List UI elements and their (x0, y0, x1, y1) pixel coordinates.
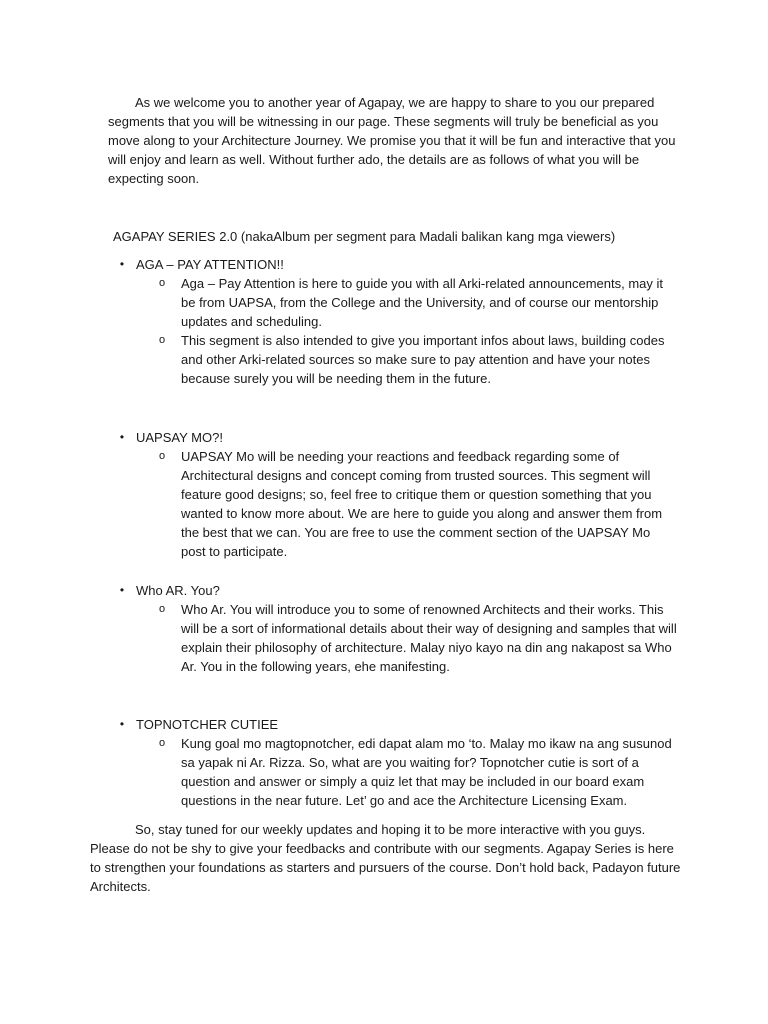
sub-bullet-icon: o (158, 737, 166, 749)
bullet-icon: • (119, 717, 125, 731)
list-item (0, 274, 768, 331)
segment-sub-list (0, 274, 768, 388)
closing-paragraph: So, stay tuned for our weekly updates and hoping it to be more interactive with you guys. Please do not be shy to give your feedbacks and contribute with our segments. Agapay Series is here to strengthen your foundations as starters and pursuers of the course. Don’t hold back, Padayon future Architects. (90, 822, 681, 894)
sub-bullet-icon: o (158, 450, 166, 462)
segment-title: UAPSAY MO?! (136, 430, 223, 445)
series-title: AGAPAY SERIES 2.0 (nakaAlbum per segment para Madali balikan kang mga viewers) (113, 229, 616, 244)
sub-bullet-icon: o (158, 334, 166, 346)
bullet-icon: • (119, 257, 125, 271)
list-item-text: UAPSAY Mo will be needing your reactions and feedback regarding some of Architectural designs and concept coming from trusted sources. This segment will feature good designs; so, feel free to critique them or question something that you wanted to know more about. We are here to guide you along and answer them from the best that we can. You are free to use the comment section of the UAPSAY Mo post to participate. (181, 449, 663, 559)
bullet-icon: • (119, 430, 125, 444)
sub-bullet-icon: o (158, 277, 166, 289)
segment-title: Who AR. You? (136, 583, 220, 598)
list-item (0, 600, 768, 676)
bullet-icon: • (119, 583, 125, 597)
list-item-text: Who Ar. You will introduce you to some of renowned Architects and their works. This will be a sort of informational details about their way of designing and samples that will explain their philosophy of architecture. Malay niyo kayo na din ang nakapost sa Who Ar. You in the following years, ehe manifesting. (181, 602, 677, 674)
list-item-text: This segment is also intended to give you important infos about laws, building codes and other Arki-related sources so make sure to pay attention and have your notes because surely you will be needing them in the future. (181, 333, 665, 386)
list-item-text: Aga – Pay Attention is here to guide you with all Arki-related announcements, may it be from UAPSA, from the College and the University, and of course our mentorship updates and scheduling. (181, 276, 663, 329)
segment-title: AGA – PAY ATTENTION!! (136, 257, 284, 272)
list-item (0, 734, 768, 810)
segment-sub-list (0, 600, 768, 676)
list-item (0, 331, 768, 388)
intro-paragraph: As we welcome you to another year of Agapay, we are happy to share to you our prepared segments that you will be witnessing in our page. These segments will truly be beneficial as you move along to your Architecture Journey. We promise you that it will be fun and interactive that you will enjoy and learn as well. Without further ado, the details are as follows of what you will be expecting soon. (108, 95, 676, 186)
segment-title: TOPNOTCHER CUTIEE (136, 717, 279, 732)
segment-sub-list (0, 734, 768, 810)
sub-bullet-icon: o (158, 603, 166, 615)
segment-sub-list (0, 447, 768, 561)
list-item-text: Kung goal mo magtopnotcher, edi dapat alam mo ‘to. Malay mo ikaw na ang susunod sa yapak ni Ar. Rizza. So, what are you waiting for? Topnotcher cutie is sort of a question and answer or simply a quiz let that may be included in our board exam questions in the near future. Let’ go and ace the Architecture Licensing Exam. (181, 736, 672, 808)
list-item (0, 447, 768, 561)
